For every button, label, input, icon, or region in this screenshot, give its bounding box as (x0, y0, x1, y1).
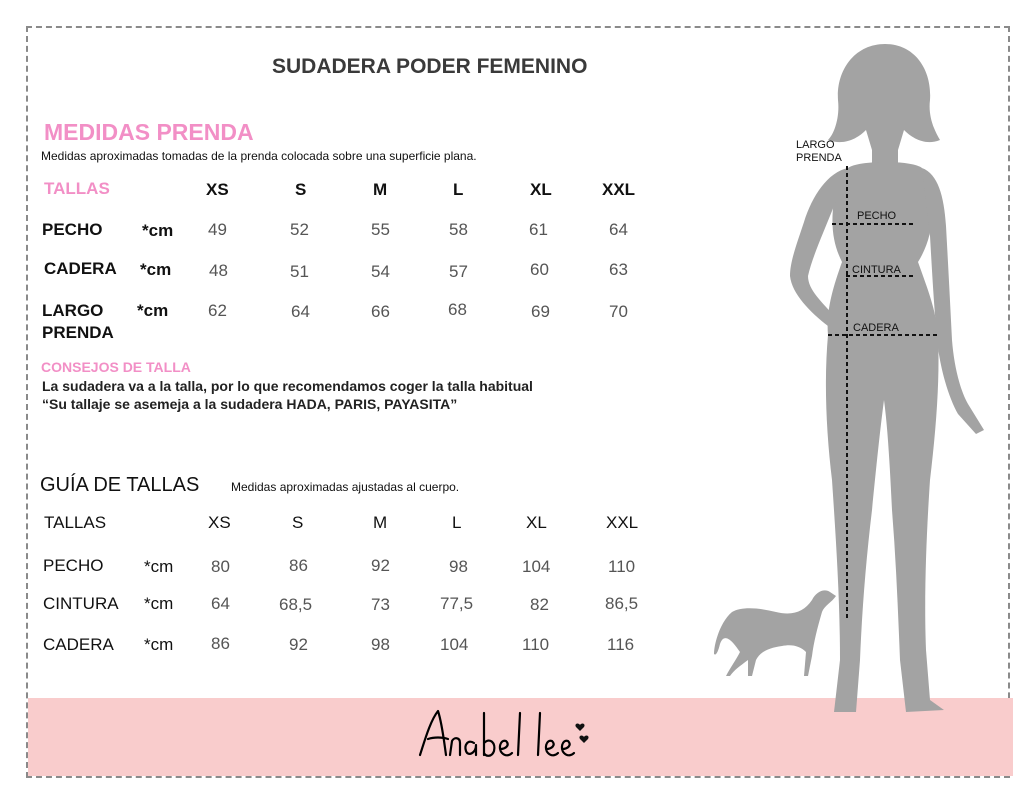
medidas-cell: 64 (609, 220, 628, 239)
medidas-size-m: M (373, 180, 388, 199)
medidas-row-unit: *cm (142, 221, 174, 240)
guia-cell: 82 (530, 595, 549, 614)
guia-cell: 110 (608, 557, 636, 576)
guia-row-label: PECHO (43, 556, 104, 575)
page-title: SUDADERA PODER FEMENINO (272, 55, 588, 78)
medidas-cell: 66 (371, 302, 390, 321)
medidas-cell: 55 (371, 220, 390, 239)
guia-tallas-label: TALLAS (44, 513, 107, 532)
medidas-heading: MEDIDAS PRENDA (44, 119, 254, 145)
consejos-line-2: “Su tallaje se asemeja a la sudadera HADA, PARIS, PAYASITA” (42, 396, 458, 412)
label-largo: LARGO (796, 139, 835, 151)
guia-cell: 80 (211, 557, 230, 576)
guia-size-l: L (452, 513, 462, 532)
silhouette-figure (700, 40, 1010, 720)
guia-cell: 73 (371, 595, 390, 614)
guia-row-unit: *cm (144, 557, 174, 576)
label-cintura: CINTURA (852, 264, 901, 276)
medidas-row-label: PECHO (42, 220, 103, 239)
consejos-line-1: La sudadera va a la talla, por lo que recomendamos coger la talla habitual (42, 378, 533, 394)
medidas-row-label-2: PRENDA (42, 323, 114, 342)
guia-size-xxl: XXL (606, 513, 639, 532)
medidas-cell: 49 (208, 220, 227, 239)
medidas-cell: 60 (530, 260, 549, 279)
guia-cell: 104 (522, 557, 551, 576)
dog-silhouette (714, 590, 836, 676)
label-cadera: CADERA (853, 322, 899, 334)
medidas-cell: 70 (609, 302, 628, 321)
guia-row-label: CADERA (43, 635, 114, 654)
guia-row-label: CINTURA (43, 594, 119, 613)
guia-size-xs: XS (208, 513, 231, 532)
medidas-cell: 61 (529, 220, 548, 239)
guia-note: Medidas aproximadas ajustadas al cuerpo. (231, 480, 460, 494)
guia-cell: 77,5 (440, 594, 474, 613)
guia-cell: 86,5 (605, 594, 639, 613)
medidas-cell: 64 (291, 302, 310, 321)
medidas-cell: 69 (531, 302, 550, 321)
medidas-row-unit: *cm (140, 260, 172, 279)
medidas-cell: 62 (208, 301, 227, 320)
guia-cell: 104 (440, 635, 469, 654)
medidas-cell: 52 (290, 220, 309, 239)
medidas-cell: 68 (448, 300, 467, 319)
medidas-row-unit: *cm (137, 301, 169, 320)
guia-cell: 64 (211, 594, 230, 613)
medidas-size-l: L (453, 180, 464, 199)
medidas-size-s: S (295, 180, 307, 199)
medidas-cell: 48 (209, 261, 228, 280)
consejos-heading: CONSEJOS DE TALLA (41, 359, 191, 375)
guia-cell: 92 (371, 556, 390, 575)
guia-size-xl: XL (526, 513, 547, 532)
guia-heading: GUÍA DE TALLAS (40, 474, 200, 496)
label-prenda: PRENDA (796, 152, 842, 164)
guia-cell: 98 (371, 635, 390, 654)
guia-row-unit: *cm (144, 635, 174, 654)
guia-cell: 86 (289, 556, 308, 575)
medidas-cell: 63 (609, 260, 628, 279)
medidas-cell: 54 (371, 262, 390, 281)
guia-cell: 92 (289, 635, 308, 654)
medidas-note: Medidas aproximadas tomadas de la prenda colocada sobre una superficie plana. (41, 149, 477, 163)
medidas-size-xl: XL (530, 180, 552, 199)
medidas-size-xxl: XXL (602, 180, 636, 199)
guia-cell: 116 (607, 635, 635, 654)
label-pecho: PECHO (857, 210, 897, 222)
medidas-row-label: CADERA (44, 259, 117, 278)
medidas-cell: 58 (449, 220, 468, 239)
medidas-size-xs: XS (206, 180, 229, 199)
medidas-cell: 51 (290, 262, 309, 281)
medidas-row-label: LARGO (42, 301, 104, 320)
guia-cell: 98 (449, 557, 468, 576)
guia-cell: 68,5 (279, 595, 313, 614)
guia-row-unit: *cm (144, 594, 174, 613)
medidas-tallas-label: TALLAS (44, 179, 110, 198)
medidas-cell: 57 (449, 262, 468, 281)
guia-cell: 86 (211, 634, 230, 653)
guia-cell: 110 (522, 635, 550, 654)
guia-size-s: S (292, 513, 304, 532)
guia-size-m: M (373, 513, 388, 532)
brand-logo (414, 703, 594, 769)
